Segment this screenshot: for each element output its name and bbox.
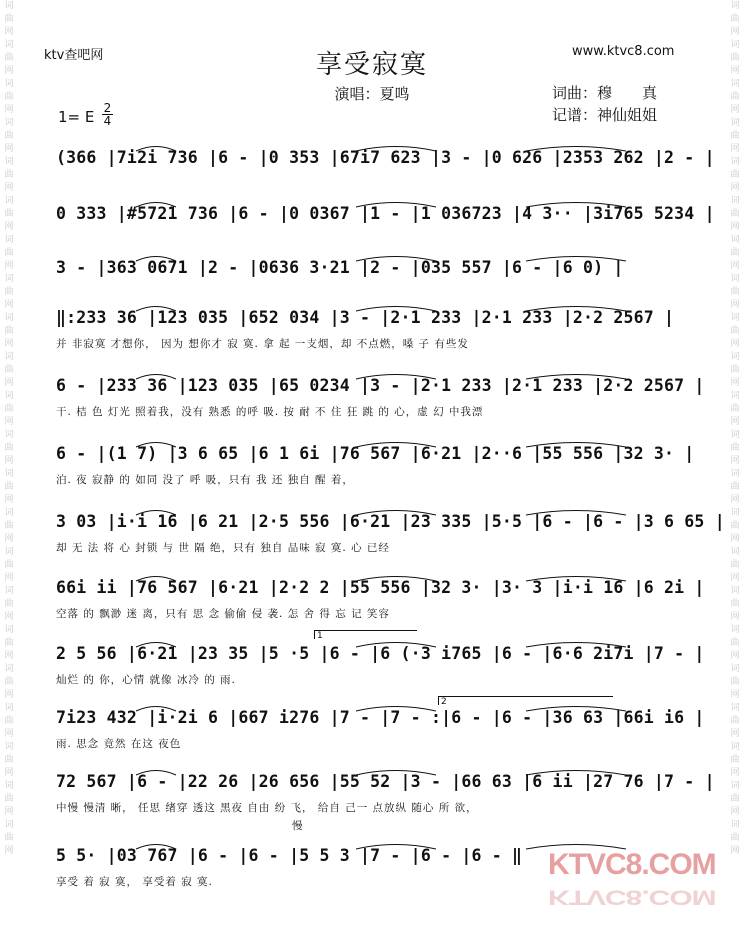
notation: 66i ii |76 567 |6·21 |2·2 2 |55 556 |32 3· |3· 3 |i·i 16 |6 2i | (56, 578, 705, 597)
side-watermark-left: 词曲网词曲网词曲网词曲网词曲网词曲网词曲网词曲网词曲网词曲网词曲网词曲网词曲网词曲网词曲网词曲网词曲网词曲网词曲网词曲网词曲网词曲网 (4, 1, 14, 856)
singer: 演唱：夏鸣 (334, 85, 410, 103)
notation: (366 |7i2i 736 |6 - |0 353 |67i7 623 |3 - |0 626 |2353 262 |2 - | (56, 148, 715, 167)
lyric-line: 泊. 夜 寂静 的 如同 没了 呼 吸，只有 我 还 独自 醒 着， (56, 474, 354, 486)
meter-bottom: 4 (103, 114, 112, 128)
notation: 72 567 |6 - |22 26 |26 656 |55 52 |3 - |66 63 |6 ii |27 76 |7 - | (56, 772, 715, 791)
key-signature: 1= E (58, 108, 95, 126)
watermark-logo-reflection: KTVC8.COM (548, 885, 716, 909)
lyric-line-extra: 慢 (292, 820, 303, 832)
transcriber-credit: 记谱：神仙姐姐 (552, 106, 658, 124)
site-name: ktv查吧网 (44, 48, 104, 63)
lyric-line: 享受 着 寂 寞， 享受着 寂 寞. (56, 876, 213, 888)
song-title: 享受寂寞 (315, 50, 428, 80)
volta-1: 1 (314, 630, 417, 639)
notation: 5 5· |03 767 |6 - |6 - |5 5 3 |7 - |6 - |6 - ‖ (56, 846, 523, 865)
lyric-line: 雨. 思念 竟然 在这 夜色 (56, 738, 182, 750)
time-signature (102, 102, 113, 127)
notation: 7i23 432 |i·2i 6 |667 i276 |7 - |7 - :|6 - |6 - |36 63 |66i i6 | (56, 708, 705, 727)
notation: ‖:233 36 |123 035 |652 034 |3 - |2·1 233 |2·1 233 |2·2 2567 | (56, 308, 675, 327)
notation: 0 333 |#5721 736 |6 - |0 0367 |1 - |1 036723 |4 3·· |3i765 5234 | (56, 204, 715, 223)
lyricist-credit: 词曲：穆 真 (552, 84, 658, 102)
lyric-line: 并 非寂寞 才想你， 因为 想你才 寂 寞. 拿 起 一支烟，却 不点燃，嗓 子 有些发 (56, 338, 469, 350)
volta-2: 2 (438, 696, 613, 705)
notation: 3 03 |i·i 16 |6 21 |2·5 556 |6·21 |23 335 |5·5 |6 - |6 - |3 6 65 | (56, 512, 725, 531)
watermark-logo: KTVC8.COM (548, 848, 716, 881)
notation: 6 - |233 36 |123 035 |65 0234 |3 - |2·1 233 |2·1 233 |2·2 2567 | (56, 376, 705, 395)
lyric-line: 中慢 慢清 晰， 任思 绪穿 透这 黑夜 自由 纷 飞， 给自 己一 点放纵 随心 所 欲， (56, 802, 478, 814)
lyric-line: 灿烂 的 你，心情 就像 冰冷 的 雨. (56, 674, 236, 686)
lyric-line: 却 无 法 将 心 封锁 与 世 隔 绝，只有 独自 品味 寂 寞. 心 已经 (56, 542, 390, 554)
lyric-line: 干. 桔 色 灯光 照着我，没有 熟悉 的呼 吸. 按 耐 不 住 狂 跳 的 心，虚 幻 中我漂 (56, 406, 484, 418)
notation: 2 5 56 |6·21 |23 35 |5 ·5 |6 - |6 (·3 i765 |6 - |6·6 2i7i |7 - | (56, 644, 705, 663)
lyric-line: 空落 的 飘渺 迷 离，只有 思 念 偷偷 侵 袭. 怎 舍 得 忘 记 笑容 (56, 608, 390, 620)
meter-top: 2 (103, 101, 112, 115)
side-watermark-right: 词曲网词曲网词曲网词曲网词曲网词曲网词曲网词曲网词曲网词曲网词曲网词曲网词曲网词曲网词曲网词曲网词曲网词曲网词曲网词曲网词曲网词曲网 (730, 1, 740, 856)
notation: 6 - |(1 7) |3 6 65 |6 1 6i |76 567 |6·21 |2··6 |55 556 |32 3· | (56, 444, 695, 463)
notation: 3 - |363 0671 |2 - |0636 3·21 |2 - |035 557 |6 - |6 0) | (56, 258, 624, 277)
site-url[interactable]: www.ktvc8.com (572, 44, 675, 59)
